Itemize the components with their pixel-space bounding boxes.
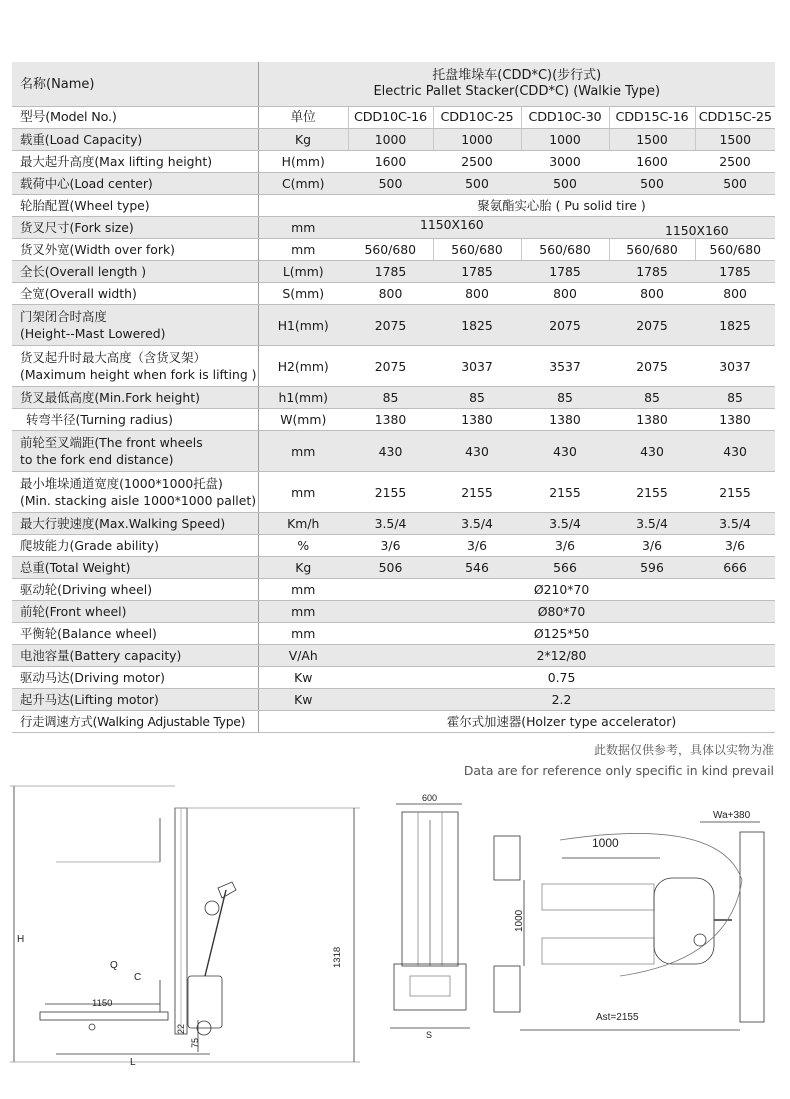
value-cell: 666 bbox=[695, 557, 775, 579]
row-walking-speed bbox=[12, 513, 775, 535]
row-mast-lowered bbox=[12, 305, 775, 346]
rack-block-1 bbox=[494, 836, 520, 880]
value-cell: 85 bbox=[348, 387, 433, 409]
truck-body bbox=[188, 976, 222, 1028]
row-label: 货叉外宽(Width over fork) bbox=[12, 239, 258, 261]
value-cell: 500 bbox=[348, 173, 433, 195]
value-cell: 500 bbox=[695, 173, 775, 195]
value-cell: 2.2 bbox=[348, 689, 775, 711]
value-cell: 560/680 bbox=[348, 239, 433, 261]
value-cell: 800 bbox=[348, 283, 433, 305]
row-unit: L(mm) bbox=[258, 261, 348, 283]
value-cell: 1380 bbox=[433, 409, 521, 431]
front-roller bbox=[89, 1024, 95, 1030]
label-600: 600 bbox=[422, 793, 438, 803]
spec-table bbox=[12, 62, 775, 733]
value-cell: 560/680 bbox=[521, 239, 609, 261]
value-cell: 1000 bbox=[348, 129, 433, 151]
row-wheel-type bbox=[12, 195, 775, 217]
value-cell: 2155 bbox=[609, 472, 695, 513]
row-total-weight bbox=[12, 557, 775, 579]
row-max-lift bbox=[12, 151, 775, 173]
row-label: 驱动轮(Driving wheel) bbox=[12, 579, 258, 601]
row-label: 载重(Load Capacity) bbox=[12, 129, 258, 151]
row-label: 全宽(Overall width) bbox=[12, 283, 258, 305]
value-cell: 3/6 bbox=[695, 535, 775, 557]
top-view-drawing bbox=[494, 810, 764, 1030]
row-max-height-lifting bbox=[12, 346, 775, 387]
value-cell: 1600 bbox=[348, 151, 433, 173]
row-stacking-aisle bbox=[12, 472, 775, 513]
rack-block-3 bbox=[740, 832, 764, 1022]
row-label-cn: 最小堆垛通道宽度(1000*1000托盘) bbox=[20, 476, 223, 491]
row-unit: Km/h bbox=[258, 513, 348, 535]
row-unit: H1(mm) bbox=[258, 305, 348, 346]
value-cell: Ø80*70 bbox=[348, 601, 775, 623]
value-cell: 1380 bbox=[521, 409, 609, 431]
row-label: 电池容量(Battery capacity) bbox=[12, 645, 258, 667]
label-ast: Ast=2155 bbox=[596, 1012, 639, 1023]
value-cell: 500 bbox=[433, 173, 521, 195]
front-view-drawing bbox=[390, 793, 470, 1040]
value-cell: 1785 bbox=[609, 261, 695, 283]
row-grade-ability bbox=[12, 535, 775, 557]
label-1150: 1150 bbox=[92, 998, 113, 1009]
value-cell: 2075 bbox=[348, 305, 433, 346]
row-balance-wheel bbox=[12, 623, 775, 645]
drive-wheel-top bbox=[694, 934, 706, 946]
battery-box bbox=[410, 976, 450, 996]
row-label: 行走调速方式(Walking Adjustable Type) bbox=[12, 711, 258, 733]
value-cell: 1785 bbox=[433, 261, 521, 283]
value-cell: 1785 bbox=[695, 261, 775, 283]
value-cell: 85 bbox=[521, 387, 609, 409]
value-cell: 500 bbox=[521, 173, 609, 195]
row-label-en: to the fork end distance) bbox=[20, 452, 174, 467]
row-overall-length bbox=[12, 261, 775, 283]
value-cell: 3/6 bbox=[521, 535, 609, 557]
row-model bbox=[12, 107, 775, 129]
value-cell: 2155 bbox=[695, 472, 775, 513]
value-cell: 0.75 bbox=[348, 667, 775, 689]
product-name-cn: 托盘堆垛车(CDD*C)(步行式) bbox=[432, 68, 602, 83]
model-cell: CDD10C-30 bbox=[521, 107, 609, 129]
row-unit: Kw bbox=[258, 689, 348, 711]
row-front-wheel bbox=[12, 601, 775, 623]
value-cell: 566 bbox=[521, 557, 609, 579]
row-label: 货叉最低高度(Min.Fork height) bbox=[12, 387, 258, 409]
row-label: 最大起升高度(Max lifting height) bbox=[12, 151, 258, 173]
value-cell: 2500 bbox=[433, 151, 521, 173]
value-cell: 85 bbox=[695, 387, 775, 409]
value-cell: 560/680 bbox=[433, 239, 521, 261]
value-cell: 2155 bbox=[348, 472, 433, 513]
value-cell: Ø210*70 bbox=[348, 579, 775, 601]
side-view-drawing bbox=[10, 786, 360, 1068]
product-name bbox=[258, 62, 775, 107]
pallet-fork-upper bbox=[542, 884, 654, 910]
value-cell: 2075 bbox=[609, 305, 695, 346]
value-cell: 1380 bbox=[695, 409, 775, 431]
value-cell: 546 bbox=[433, 557, 521, 579]
row-label bbox=[12, 305, 258, 346]
row-unit: h1(mm) bbox=[258, 387, 348, 409]
value-cell: 1000 bbox=[521, 129, 609, 151]
row-unit: H(mm) bbox=[258, 151, 348, 173]
name-label: 名称(Name) bbox=[12, 62, 258, 107]
value-cell: 3037 bbox=[433, 346, 521, 387]
row-label-cn: 前轮至叉端距(The front wheels bbox=[20, 435, 203, 450]
row-label: 前轮(Front wheel) bbox=[12, 601, 258, 623]
row-label: 平衡轮(Balance wheel) bbox=[12, 623, 258, 645]
row-unit: mm bbox=[258, 431, 348, 472]
model-cell: CDD10C-25 bbox=[433, 107, 521, 129]
model-unit: 单位 bbox=[258, 107, 348, 129]
row-label-cn: 货叉起升时最大高度（含货叉架） bbox=[20, 350, 206, 365]
tiller-head bbox=[218, 882, 236, 898]
value-cell: 85 bbox=[433, 387, 521, 409]
row-label: 载荷中心(Load center) bbox=[12, 173, 258, 195]
value-cell: 1785 bbox=[348, 261, 433, 283]
row-unit: mm bbox=[258, 217, 348, 239]
value-cell: 3/6 bbox=[433, 535, 521, 557]
row-unit: mm bbox=[258, 623, 348, 645]
value-cell: 506 bbox=[348, 557, 433, 579]
row-label: 总重(Total Weight) bbox=[12, 557, 258, 579]
row-label: 起升马达(Lifting motor) bbox=[12, 689, 258, 711]
row-front-wheel-distance bbox=[12, 431, 775, 472]
value-cell: 800 bbox=[521, 283, 609, 305]
row-unit: V/Ah bbox=[258, 645, 348, 667]
disclaimer-cn: 此数据仅供参考，具体以实物为准 bbox=[593, 743, 774, 757]
row-label: 全长(Overall length ) bbox=[12, 261, 258, 283]
row-fork-size bbox=[12, 217, 775, 239]
row-lifting-motor bbox=[12, 689, 775, 711]
row-unit bbox=[258, 711, 348, 733]
row-label: 最大行驶速度(Max.Walking Speed) bbox=[12, 513, 258, 535]
row-label bbox=[12, 346, 258, 387]
row-driving-wheel bbox=[12, 579, 775, 601]
operator-handle bbox=[205, 901, 219, 915]
value-cell: 430 bbox=[609, 431, 695, 472]
label-1000-h: 1000 bbox=[592, 836, 619, 850]
value-cell: Ø125*50 bbox=[348, 623, 775, 645]
value-cell: 800 bbox=[609, 283, 695, 305]
label-c: C bbox=[134, 972, 142, 983]
value-cell: 1000 bbox=[433, 129, 521, 151]
row-label: 转弯半径(Turning radius) bbox=[12, 409, 258, 431]
value-cell: 560/680 bbox=[609, 239, 695, 261]
row-label bbox=[12, 472, 258, 513]
model-cell: CDD10C-16 bbox=[348, 107, 433, 129]
value-cell: 3537 bbox=[521, 346, 609, 387]
row-battery bbox=[12, 645, 775, 667]
value-cell: 1500 bbox=[609, 129, 695, 151]
value-cell: 2075 bbox=[521, 305, 609, 346]
row-unit: mm bbox=[258, 472, 348, 513]
value-cell: 596 bbox=[609, 557, 695, 579]
value-cell: 3037 bbox=[695, 346, 775, 387]
rack-block-2 bbox=[494, 966, 520, 1012]
value-cell: 1150X160 bbox=[609, 217, 775, 239]
value-cell: 2155 bbox=[433, 472, 521, 513]
value-cell: 1785 bbox=[521, 261, 609, 283]
row-label: 爬坡能力(Grade ability) bbox=[12, 535, 258, 557]
value-cell: 聚氨酯实心胎 ( Pu solid tire ) bbox=[348, 195, 775, 217]
row-turning-radius bbox=[12, 409, 775, 431]
row-overall-width bbox=[12, 283, 775, 305]
model-cell: CDD15C-25 bbox=[695, 107, 775, 129]
label-75: 75 bbox=[190, 1037, 200, 1048]
row-unit: C(mm) bbox=[258, 173, 348, 195]
row-unit: Kg bbox=[258, 557, 348, 579]
value-cell: 3/6 bbox=[609, 535, 695, 557]
value-cell: 3.5/4 bbox=[433, 513, 521, 535]
value-cell: 3.5/4 bbox=[521, 513, 609, 535]
value-cell: 85 bbox=[609, 387, 695, 409]
label-q: Q bbox=[110, 960, 118, 971]
value-cell: 1380 bbox=[609, 409, 695, 431]
technical-drawings bbox=[0, 780, 790, 1080]
value-cell: 2*12/80 bbox=[348, 645, 775, 667]
fork-frame bbox=[394, 964, 466, 1010]
value-cell: 3000 bbox=[521, 151, 609, 173]
row-label-en: (Maximum height when fork is lifting ) bbox=[20, 367, 257, 382]
value-cell: 430 bbox=[348, 431, 433, 472]
value-cell: 500 bbox=[609, 173, 695, 195]
row-label bbox=[12, 431, 258, 472]
row-unit: % bbox=[258, 535, 348, 557]
row-label-en: (Height--Mast Lowered) bbox=[20, 326, 166, 341]
value-cell: 560/680 bbox=[695, 239, 775, 261]
row-unit: Kw bbox=[258, 667, 348, 689]
value-cell: 800 bbox=[433, 283, 521, 305]
row-unit: S(mm) bbox=[258, 283, 348, 305]
model-label: 型号(Model No.) bbox=[12, 107, 258, 129]
value-cell: 霍尔式加速器(Holzer type accelerator) bbox=[348, 711, 775, 733]
value-cell: 3.5/4 bbox=[695, 513, 775, 535]
value-cell: 1500 bbox=[695, 129, 775, 151]
row-unit bbox=[258, 195, 348, 217]
tiller-arm bbox=[205, 890, 226, 976]
row-label: 货叉尺寸(Fork size) bbox=[12, 217, 258, 239]
row-driving-motor bbox=[12, 667, 775, 689]
value-cell: 2075 bbox=[348, 346, 433, 387]
row-load-center bbox=[12, 173, 775, 195]
value-cell: 1380 bbox=[348, 409, 433, 431]
value-cell: 3.5/4 bbox=[348, 513, 433, 535]
row-unit: mm bbox=[258, 601, 348, 623]
value-cell: 2155 bbox=[521, 472, 609, 513]
row-label-en: (Min. stacking aisle 1000*1000 pallet) bbox=[20, 493, 257, 508]
label-wa: Wa+380 bbox=[713, 810, 751, 821]
model-cell: CDD15C-16 bbox=[609, 107, 695, 129]
label-s: S bbox=[426, 1030, 433, 1040]
row-label: 驱动马达(Driving motor) bbox=[12, 667, 258, 689]
label-22: 22 bbox=[176, 1023, 186, 1034]
row-unit: mm bbox=[258, 239, 348, 261]
label-h: H bbox=[17, 934, 25, 945]
row-name bbox=[12, 62, 775, 107]
label-1318: 1318 bbox=[332, 946, 343, 968]
disclaimer-en: Data are for reference only specific in kind prevail bbox=[463, 763, 774, 778]
row-unit: H2(mm) bbox=[258, 346, 348, 387]
value-cell: 430 bbox=[695, 431, 775, 472]
value-cell: 3/6 bbox=[348, 535, 433, 557]
value-cell: 430 bbox=[521, 431, 609, 472]
product-name-en: Electric Pallet Stacker(CDD*C) (Walkie Type) bbox=[373, 84, 661, 99]
row-unit: mm bbox=[258, 579, 348, 601]
row-width-over-fork bbox=[12, 239, 775, 261]
value-cell: 1150X160 bbox=[348, 217, 609, 239]
value-cell: 1825 bbox=[695, 305, 775, 346]
value-cell: 1825 bbox=[433, 305, 521, 346]
row-unit: Kg bbox=[258, 129, 348, 151]
row-label: 轮胎配置(Wheel type) bbox=[12, 195, 258, 217]
pallet-fork-lower bbox=[542, 938, 654, 964]
row-min-fork-height bbox=[12, 387, 775, 409]
truck-top-body bbox=[654, 878, 714, 964]
value-cell: 3.5/4 bbox=[609, 513, 695, 535]
value-cell: 800 bbox=[695, 283, 775, 305]
fork-blade bbox=[40, 1012, 168, 1020]
label-1000-v: 1000 bbox=[514, 909, 525, 932]
value-cell: 1600 bbox=[609, 151, 695, 173]
value-cell: 2500 bbox=[695, 151, 775, 173]
value-cell: 430 bbox=[433, 431, 521, 472]
row-load-capacity bbox=[12, 129, 775, 151]
turning-arc bbox=[560, 833, 742, 976]
row-unit: W(mm) bbox=[258, 409, 348, 431]
disclaimer bbox=[464, 741, 774, 778]
row-label-cn: 门架闭合时高度 bbox=[20, 309, 107, 324]
value-cell: 2075 bbox=[609, 346, 695, 387]
label-l: L bbox=[130, 1057, 136, 1068]
row-adjust-type bbox=[12, 711, 775, 733]
